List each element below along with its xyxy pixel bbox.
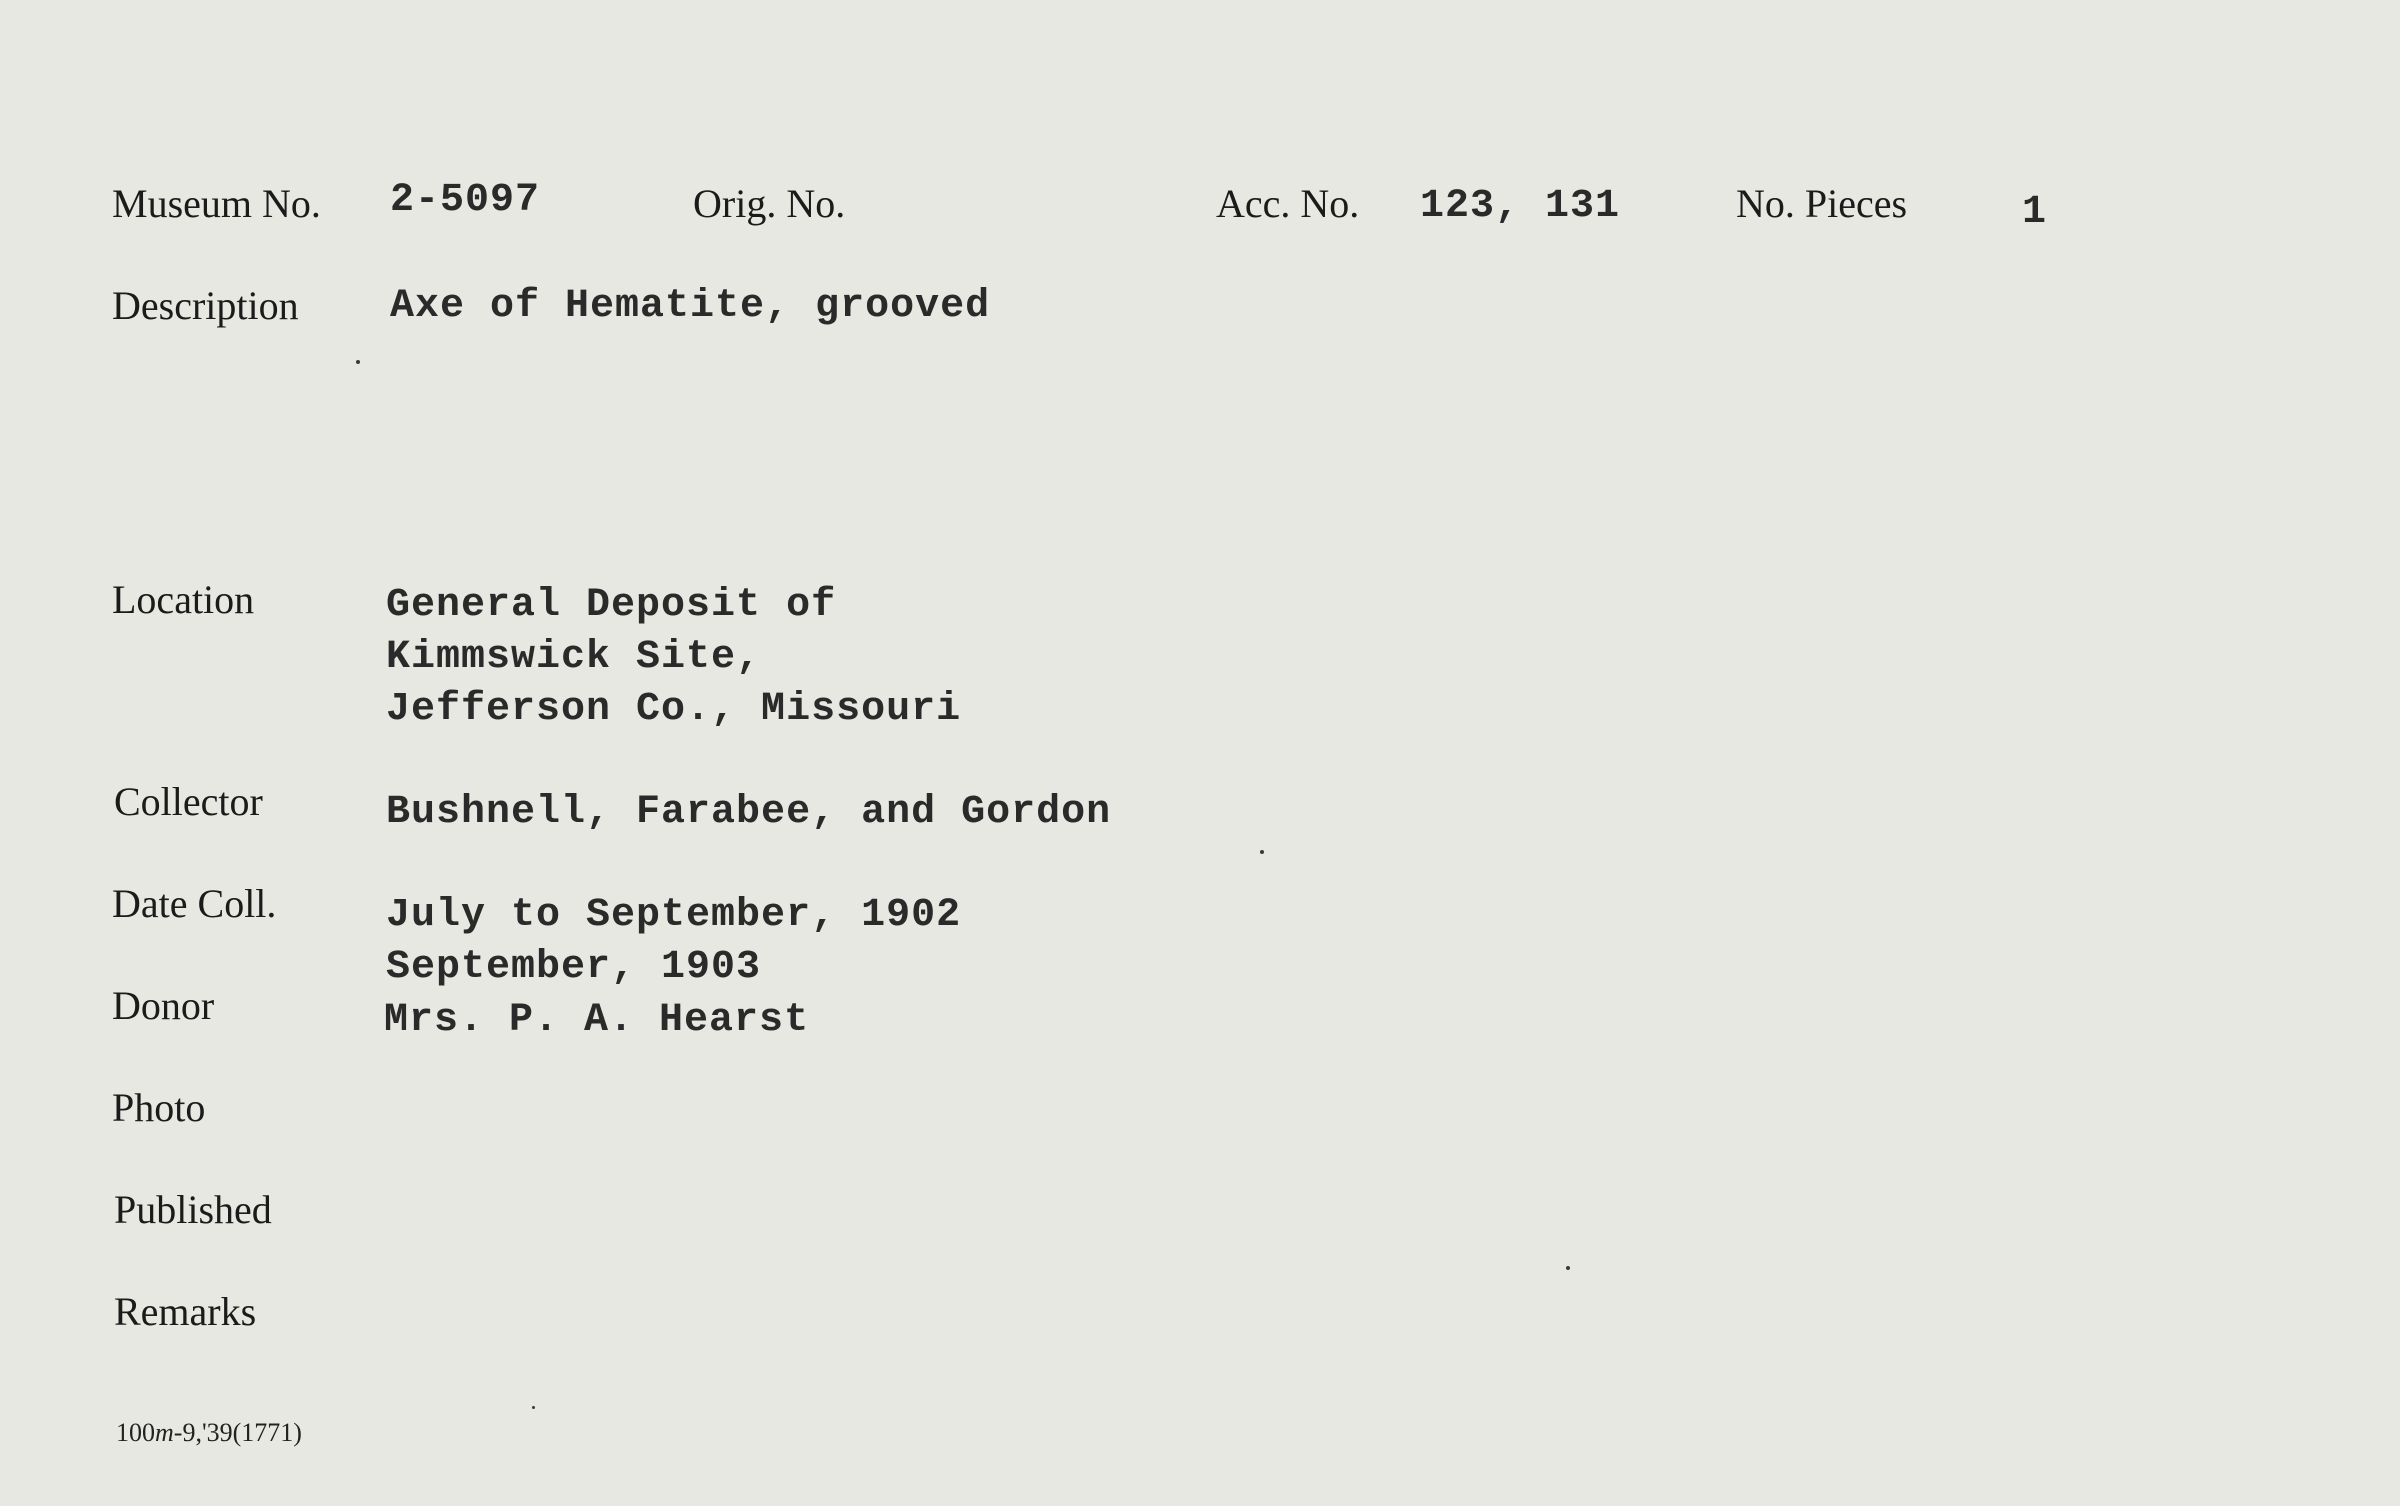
location-label: Location	[112, 577, 255, 622]
orig-no-label: Orig. No.	[693, 181, 846, 226]
acc-no-value: 123, 131	[1420, 184, 1621, 229]
form-code-prefix: 100	[116, 1418, 155, 1447]
location-line: General Deposit of	[386, 583, 837, 628]
description-label: Description	[112, 283, 299, 328]
collector-value: Bushnell, Farabee, and Gordon	[386, 790, 1112, 835]
date-coll-line: July to September, 1902	[386, 893, 962, 938]
form-code-suffix: -9,'39(1771)	[173, 1418, 302, 1447]
description-value: Axe of Hematite, grooved	[390, 284, 991, 329]
paper-speck	[1260, 850, 1264, 854]
paper-speck	[532, 1406, 535, 1409]
donor-value: Mrs. P. A. Hearst	[384, 998, 810, 1043]
form-code-italic: m	[155, 1418, 174, 1447]
donor-label: Donor	[112, 983, 215, 1028]
collector-label: Collector	[114, 779, 263, 824]
paper-speck	[1566, 1266, 1570, 1270]
location-line: Jefferson Co., Missouri	[386, 687, 962, 732]
photo-label: Photo	[112, 1085, 206, 1130]
museum-no-label: Museum No.	[112, 181, 321, 226]
form-code	[116, 1418, 302, 1448]
location-value	[386, 580, 961, 736]
published-label: Published	[114, 1187, 272, 1232]
date-coll-label: Date Coll.	[112, 881, 277, 926]
paper-speck	[356, 360, 360, 364]
location-line: Kimmswick Site,	[386, 635, 762, 680]
acc-no-label: Acc. No.	[1216, 181, 1360, 226]
date-coll-line: September, 1903	[386, 945, 762, 990]
date-coll-value	[386, 890, 961, 994]
remarks-label: Remarks	[114, 1289, 257, 1334]
no-pieces-value: 1	[2022, 190, 2048, 235]
museum-no-value: 2-5097	[390, 178, 541, 223]
no-pieces-label: No. Pieces	[1736, 181, 1908, 226]
